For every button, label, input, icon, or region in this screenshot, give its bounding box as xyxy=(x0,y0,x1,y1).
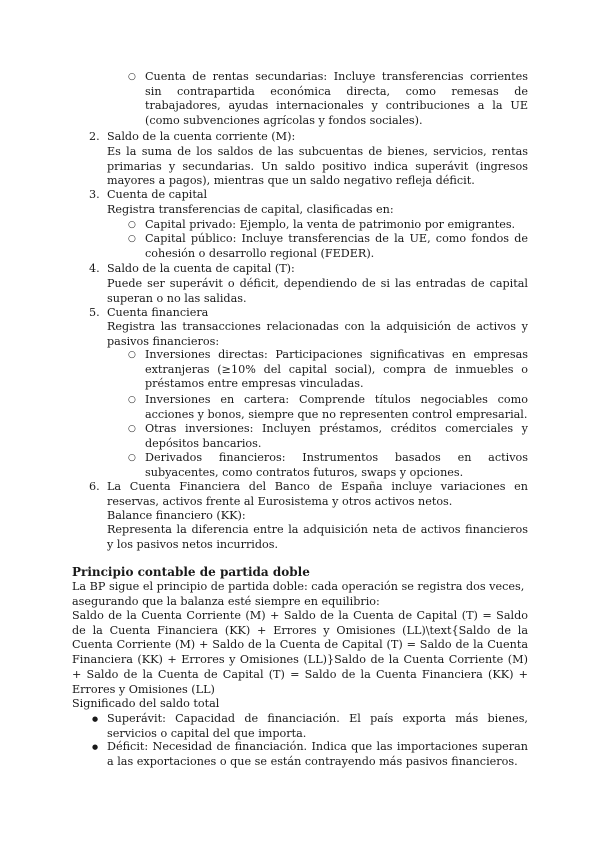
item-number: 2. xyxy=(89,130,100,143)
item-text-balance-financiero: Representa la diferencia entre la adquisición neta de activos financieros y los pasivos netos incurridos. xyxy=(107,523,528,551)
item-text-saldo-cuenta-capital: Puede ser superávit o déficit, dependiendo de si las entradas de capital superan o no las salidas. xyxy=(107,277,528,305)
item-title-cuenta-financiera: Cuenta financiera xyxy=(107,306,209,319)
principio-intro: La BP sigue el principio de partida doble: cada operación se registra dos veces, asegurando que la balanza esté siempre en equilibrio: xyxy=(72,580,525,608)
item-number: 5. xyxy=(89,306,100,319)
sub-bullet-capital-publico: ○ Capital público: Incluye transferencias de la UE, como fondos de cohesión o desarrollo regional (FEDER). xyxy=(145,232,528,261)
section-heading-principio: Principio contable de partida doble xyxy=(72,565,310,579)
section-heading-saldo-total: Significado del saldo total xyxy=(72,697,220,710)
item-text-cuenta-financiera: Registra las transacciones relacionadas con la adquisición de activos y pasivos financieros: xyxy=(107,320,528,348)
item-number: 4. xyxy=(89,262,100,275)
item-number: 6. xyxy=(89,480,100,493)
sub-bullet-inversiones-directas: ○ Inversiones directas: Participaciones significativas en empresas extranjeras (≥10% del capital social), compra de inmuebles o préstamos entre empresas vinculadas. xyxy=(145,348,528,392)
sub-bullet-capital-privado: ○ Capital privado: Ejemplo, la venta de patrimonio por emigrantes. xyxy=(145,218,528,233)
bullet-deficit: ● Déficit: Necesidad de financiación. Indica que las importaciones superan a las exportaciones o que se están contrayendo más pasivos financieros. xyxy=(107,740,528,769)
item-title-saldo-cuenta-capital: Saldo de la cuenta de capital (T): xyxy=(107,262,295,275)
bullet-superavit: ● Superávit: Capacidad de financiación. El país exporta más bienes, servicios o capital del que importa. xyxy=(107,712,528,741)
sub-bullet-otras-inversiones: ○ Otras inversiones: Incluyen préstamos, créditos comerciales y depósitos bancarios. xyxy=(145,422,528,451)
item-title-cuenta-capital: Cuenta de capital xyxy=(107,188,208,201)
item-title-saldo-cuenta-corriente: Saldo de la cuenta corriente (M): xyxy=(107,130,296,143)
item-text-cuenta-financiera-bde: La Cuenta Financiera del Banco de España incluye variaciones en reservas, activos frente al Eurosistema y otros activos netos. xyxy=(107,480,528,508)
principio-formula: Saldo de la Cuenta Corriente (M) + Saldo de la Cuenta de Capital (T) = Saldo de la Cuenta Financiera (KK) + Errores y Omisiones (LL)\text{Saldo de la Cuenta Corriente (M) + Saldo de la Cuenta de Capital (T) = Saldo de la Cuenta Financiera (KK) + Errores y Omisiones (LL)}Saldo de la Cuenta Corriente (M) + Saldo de la Cuenta de Capital (T) = Saldo de la Cuenta Financiera (KK) + Errores y Omisiones (LL) xyxy=(72,609,528,696)
sub-bullet-derivados: ○ Derivados financieros: Instrumentos basados en activos subyacentes, como contratos futuros, swaps y opciones. xyxy=(145,451,528,480)
item-text-cuenta-capital: Registra transferencias de capital, clasificadas en: xyxy=(107,203,394,216)
sub-bullet-inversiones-cartera: ○ Inversiones en cartera: Comprende títulos negociables como acciones y bonos, siempre que no representen control empresarial. xyxy=(145,393,528,422)
item-text-saldo-cuenta-corriente: Es la suma de los saldos de las subcuentas de bienes, servicios, rentas primarias y secundarias. Un saldo positivo indica superávit (ingresos mayores a pagos), mientras que un saldo negativo refleja déficit. xyxy=(107,145,528,188)
item-number: 3. xyxy=(89,188,100,201)
sub-bullet-rentas-secundarias: ○ Cuenta de rentas secundarias: Incluye transferencias corrientes sin contrapartida económica directa, como remesas de trabajadores, ayudas internacionales y contribuciones a la UE (como subvenciones agrícolas y fondos sociales). xyxy=(145,70,528,129)
item-title-balance-financiero: Balance financiero (KK): xyxy=(107,509,246,522)
